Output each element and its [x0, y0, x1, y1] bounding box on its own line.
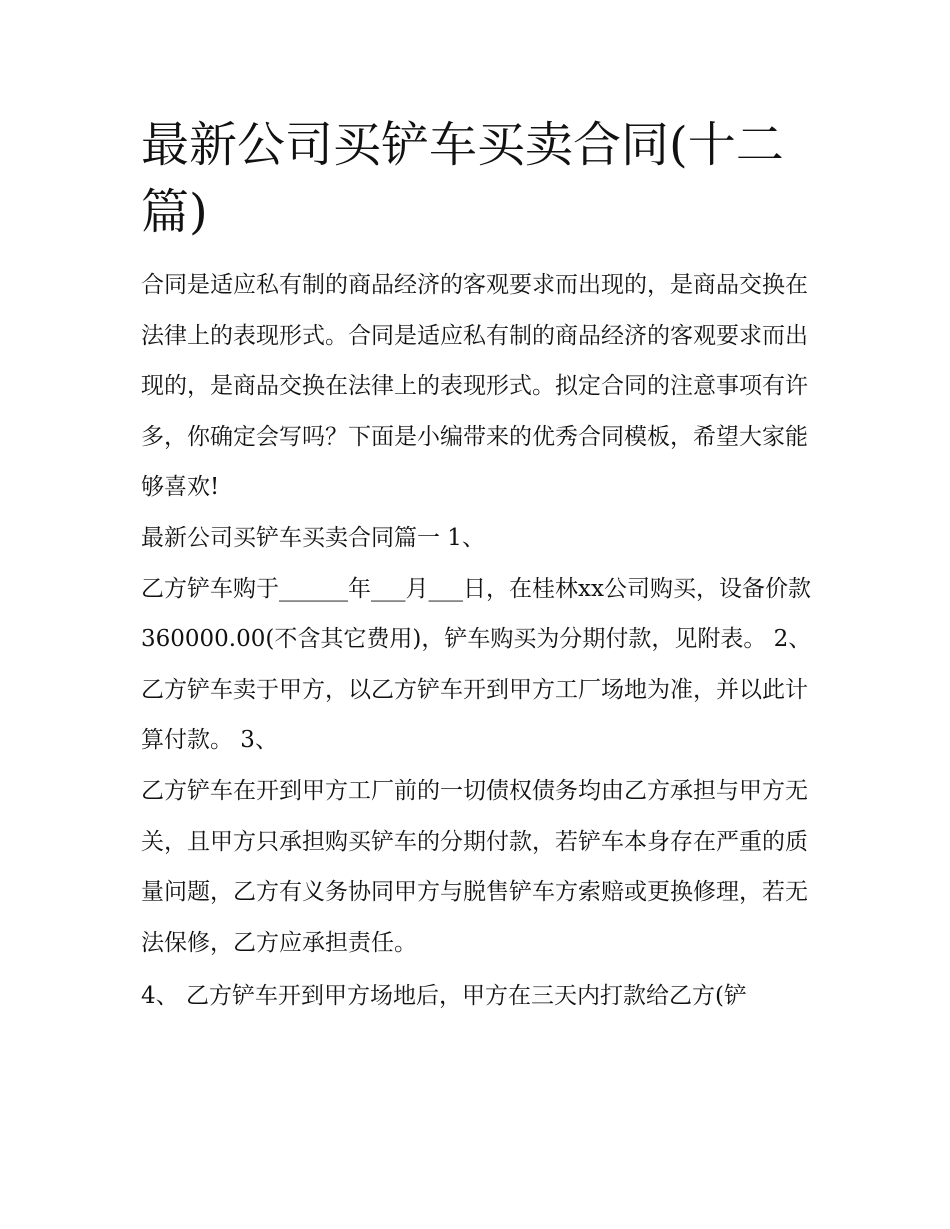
document-title: 最新公司买铲车买卖合同(十二篇)	[141, 117, 784, 240]
intro-paragraph: 合同是适应私有制的商品经济的客观要求而出现的，是商品交换在法律上的表现形式。合同是适应私有制的商品经济的客观要求而出现的，是商品交换在法律上的表现形式。拟定合同的注意事项有许多，你确定会写吗？下面是小编带来的优秀合同模板，希望大家能够喜欢!	[141, 272, 808, 501]
contract-heading: 最新公司买铲车买卖合同篇一 1、	[141, 524, 485, 551]
clause-2-paragraph: 乙方铲车卖于甲方，以乙方铲车开到甲方工厂场地为准，并以此计算付款。 3、	[141, 676, 808, 754]
clause-1-paragraph: 乙方铲车购于______年___月___日，在桂林xx公司购买，设备价款360000.00(不含其它费用)，铲车购买为分期付款，见附表。 2、	[141, 575, 812, 653]
document-page	[141, 112, 813, 1022]
clause-3-paragraph: 乙方铲车在开到甲方工厂前的一切债权债务均由乙方承担与甲方无关，且甲方只承担购买铲车的分期付款，若铲车本身存在严重的质量问题，乙方有义务协同甲方与脱售铲车方索赔或更换修理，若无法保修，乙方应承担责任。	[141, 777, 808, 956]
document-body	[141, 260, 813, 1022]
clause-4-paragraph: 4、 乙方铲车开到甲方场地后，甲方在三天内打款给乙方(铲	[141, 983, 747, 1010]
